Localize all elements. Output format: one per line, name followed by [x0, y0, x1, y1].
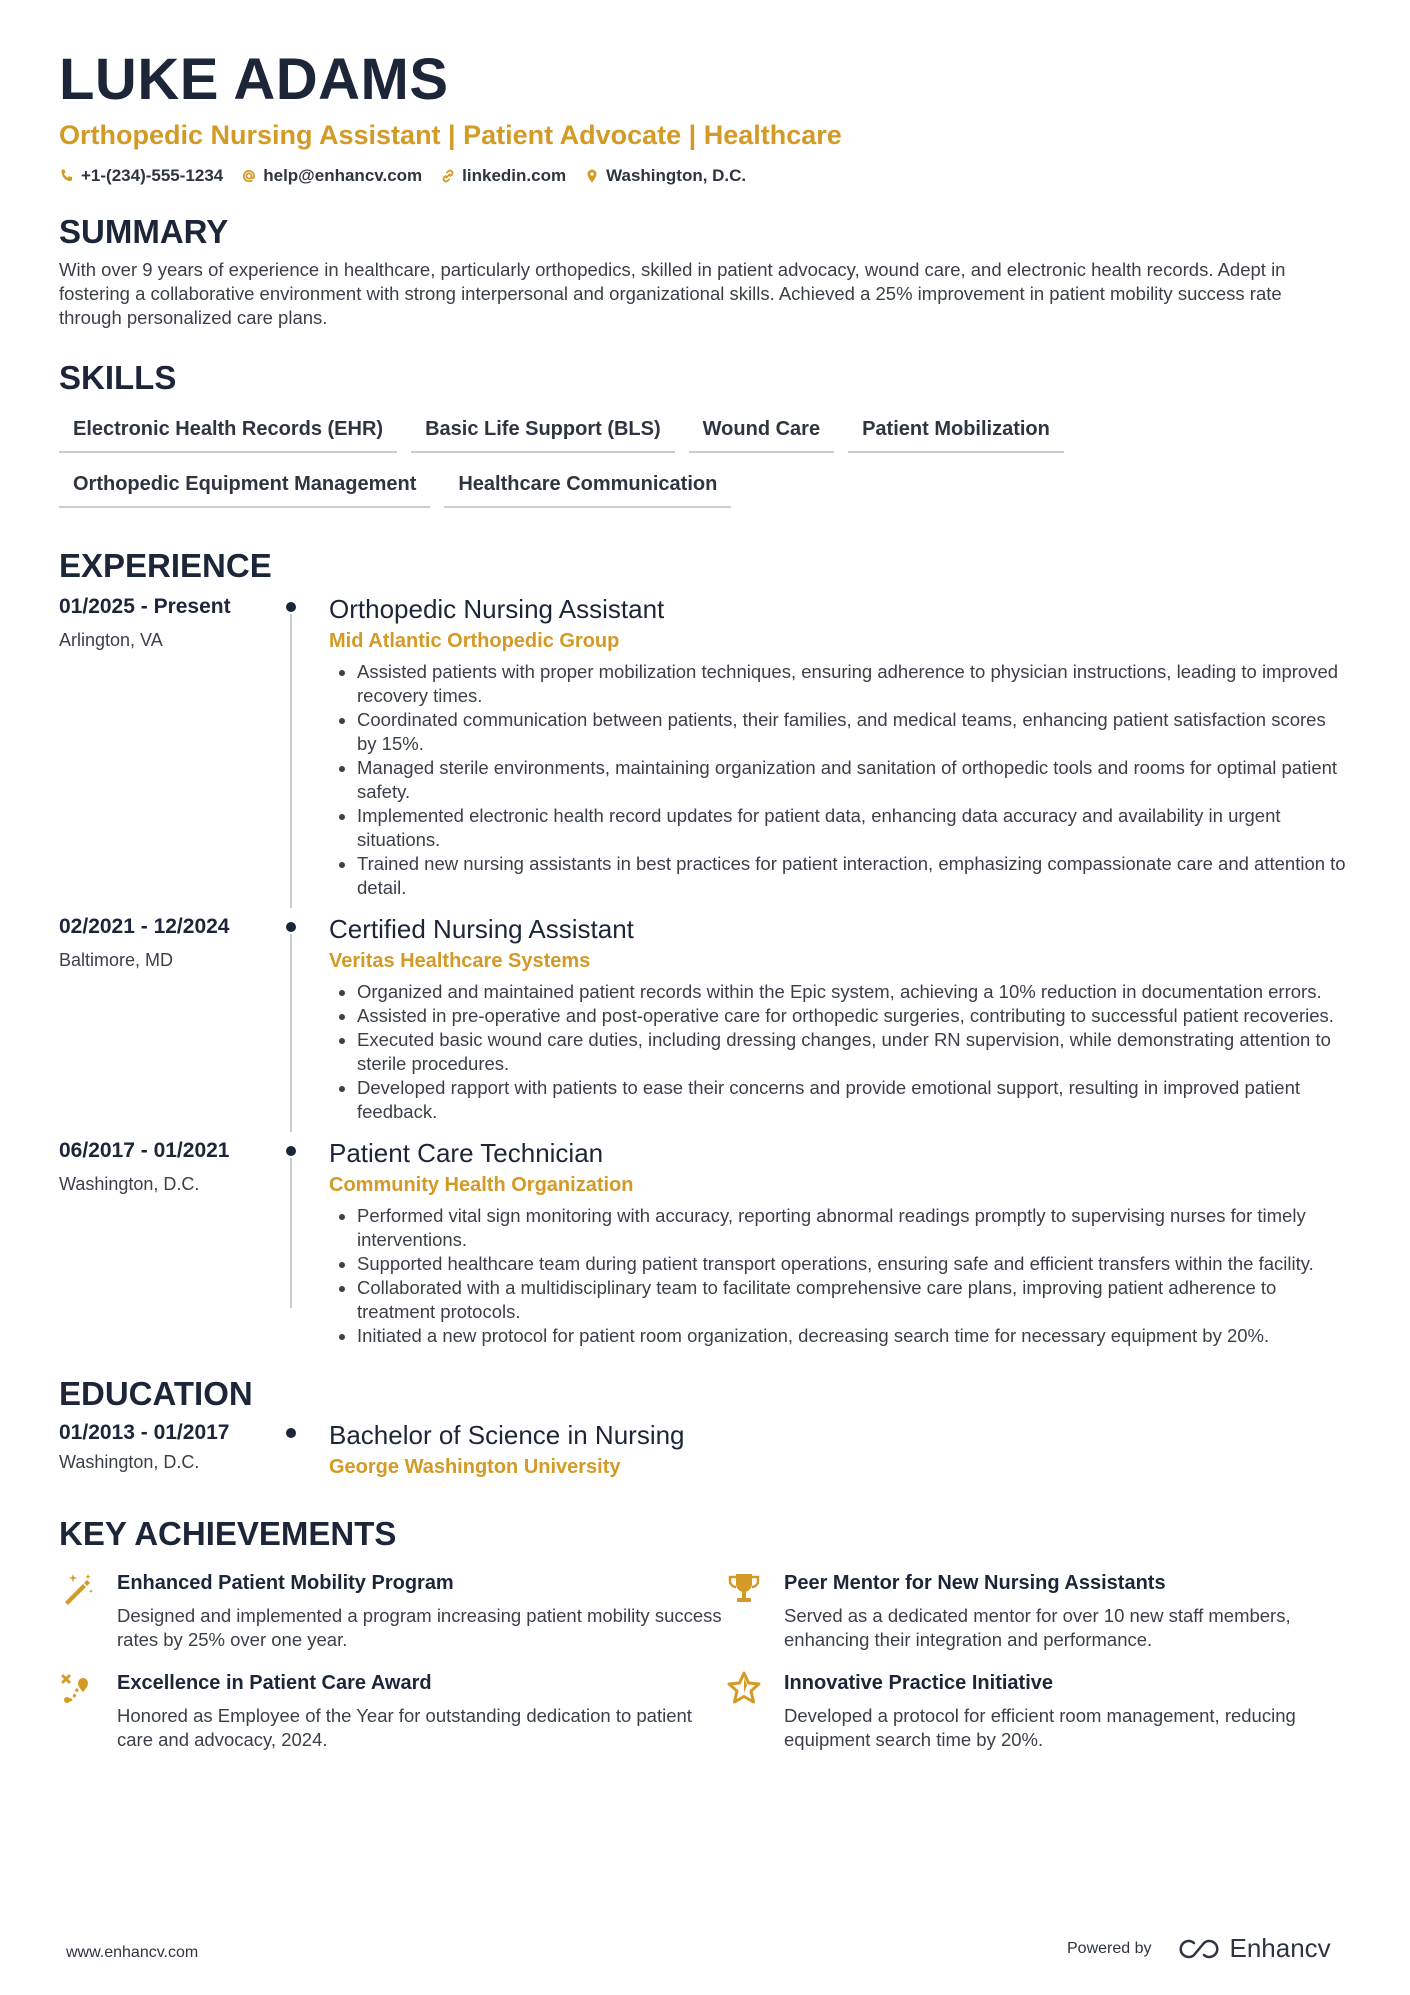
- achievements-section: [59, 1514, 1349, 1752]
- job-title: Orthopedic Nursing Assistant: [329, 594, 665, 624]
- job-bullet: • Organized and maintained patient records within the Epic system, achieving a 10% reduction in documentation errors.: [357, 980, 1349, 1004]
- job-title: Patient Care Technician: [329, 1138, 604, 1168]
- job-dates: 01/2025 - Present: [59, 595, 231, 618]
- job-bullets: [329, 1204, 1349, 1348]
- skills-title: SKILLS: [59, 359, 177, 396]
- job-bullet: • Supported healthcare team during patient transport operations, ensuring safe and efficient transfers within the facility.: [357, 1252, 1349, 1276]
- powered-by-label: Powered by: [1067, 1939, 1152, 1957]
- job-bullet: • Managed sterile environments, maintaining organization and sanitation of orthopedic tools and rooms for optimal patient safety.: [357, 756, 1349, 804]
- skill-tag: Healthcare Communication: [444, 467, 731, 508]
- timeline-marker: [289, 912, 329, 1124]
- brand-logo[interactable]: [1176, 1933, 1331, 1964]
- skill-tag: Patient Mobilization: [848, 412, 1064, 453]
- brand-name: Enhancv: [1229, 1933, 1331, 1963]
- job-bullet: • Assisted patients with proper mobilization techniques, ensuring adherence to physician instructions, leading to improved recovery times.: [357, 660, 1349, 708]
- job-bullet: • Collaborated with a multidisciplinary team to facilitate comprehensive care plans, improving patient adherence to treatment protocols.: [357, 1276, 1349, 1324]
- job-company: Mid Atlantic Orthopedic Group: [329, 630, 620, 652]
- achievement-desc: Developed a protocol for efficient room management, reducing equipment search time by 20%.: [784, 1705, 1296, 1750]
- job-bullet: • Developed rapport with patients to ease their concerns and provide emotional support, resulting in improved patient feedback.: [357, 1076, 1349, 1124]
- achievement-title: Innovative Practice Initiative: [784, 1672, 1053, 1694]
- achievement-title: Enhanced Patient Mobility Program: [117, 1572, 454, 1594]
- skills-list: [59, 412, 1159, 508]
- job-company: Community Health Organization: [329, 1174, 634, 1196]
- education-entry: [59, 1418, 1349, 1480]
- job-bullets: [329, 980, 1349, 1124]
- summary-section: [59, 212, 1349, 330]
- achievement-desc: Honored as Employee of the Year for outstanding dedication to patient care and advocacy, 2024.: [117, 1705, 692, 1750]
- education-section: [59, 1374, 1349, 1480]
- contact-row: [59, 166, 1349, 186]
- skill-tag: Basic Life Support (BLS): [411, 412, 675, 453]
- job-bullet: • Implemented electronic health record updates for patient data, enhancing data accuracy and availability in urgent situations.: [357, 804, 1349, 852]
- at-sign-icon: [241, 168, 257, 184]
- headline: Orthopedic Nursing Assistant | Patient Advocate | Healthcare: [59, 120, 842, 150]
- contact-email[interactable]: [241, 166, 422, 186]
- achievement-item: [726, 1570, 1326, 1652]
- job-location: Baltimore, MD: [59, 950, 174, 970]
- experience-section: [59, 546, 1349, 1348]
- achievement-title: Excellence in Patient Care Award: [117, 1672, 432, 1694]
- achievements-grid: [59, 1570, 1349, 1752]
- linkedin-text: linkedin.com: [462, 166, 567, 185]
- summary-title: SUMMARY: [59, 213, 229, 250]
- skill-tag: Orthopedic Equipment Management: [59, 467, 430, 508]
- footer-website[interactable]: www.enhancv.com: [66, 1944, 199, 1961]
- achievements-title: KEY ACHIEVEMENTS: [59, 1515, 397, 1552]
- school: George Washington University: [329, 1456, 621, 1478]
- timeline-marker: [289, 592, 329, 900]
- job-bullet: • Initiated a new protocol for patient room organization, decreasing search time for necessary equipment by 20%.: [357, 1324, 1349, 1348]
- education-title: EDUCATION: [59, 1375, 253, 1412]
- contact-location: [584, 166, 746, 186]
- trophy-icon: [726, 1570, 762, 1606]
- phone-text: +1-(234)-555-1234: [81, 166, 224, 185]
- skill-tag: Wound Care: [689, 412, 834, 453]
- route-icon: [59, 1670, 95, 1706]
- experience-title: EXPERIENCE: [59, 547, 272, 584]
- education-dates: 01/2013 - 01/2017: [59, 1421, 230, 1444]
- job-location: Arlington, VA: [59, 630, 163, 650]
- summary-text: With over 9 years of experience in healthcare, particularly orthopedics, skilled in patient advocacy, wound care, and electronic health records. Adept in fostering a collaborative environment with strong interpersonal and organizational skills. Achieved a 25% improvement in patient mobility success rate through personalized care plans.: [59, 259, 1286, 328]
- link-icon: [440, 168, 456, 184]
- skill-tag: Electronic Health Records (EHR): [59, 412, 397, 453]
- location-pin-icon: [584, 168, 600, 184]
- candidate-name: LUKE ADAMS: [59, 47, 449, 112]
- achievement-item: [59, 1670, 726, 1752]
- location-text: Washington, D.C.: [606, 166, 747, 185]
- achievement-desc: Designed and implemented a program increasing patient mobility success rates by 25% over one year.: [117, 1605, 722, 1650]
- email-text: help@enhancv.com: [263, 166, 423, 185]
- job-company: Veritas Healthcare Systems: [329, 950, 591, 972]
- timeline-marker: [289, 1418, 329, 1480]
- skills-section: [59, 358, 1349, 508]
- job-bullet: • Executed basic wound care duties, including dressing changes, under RN supervision, while demonstrating attention to sterile procedures.: [357, 1028, 1349, 1076]
- timeline-marker: [289, 1136, 329, 1348]
- star-icon: [726, 1670, 762, 1706]
- achievement-title: Peer Mentor for New Nursing Assistants: [784, 1572, 1166, 1594]
- degree: Bachelor of Science in Nursing: [329, 1420, 685, 1450]
- job-bullet: • Performed vital sign monitoring with accuracy, reporting abnormal readings promptly to supervising nurses for timely interventions.: [357, 1204, 1349, 1252]
- achievement-item: [59, 1570, 726, 1652]
- job-dates: 02/2021 - 12/2024: [59, 915, 230, 938]
- experience-entry: [59, 592, 1349, 900]
- achievement-item: [726, 1670, 1326, 1752]
- enhancv-logo-icon: [1176, 1937, 1222, 1961]
- job-dates: 06/2017 - 01/2021: [59, 1139, 230, 1162]
- job-bullet: • Trained new nursing assistants in best practices for patient interaction, emphasizing compassionate care and attention to detail.: [357, 852, 1349, 900]
- education-location: Washington, D.C.: [59, 1452, 200, 1472]
- phone-icon: [59, 168, 75, 184]
- footer-branding: [1067, 1933, 1331, 1964]
- job-bullet: • Assisted in pre-operative and post-operative care for orthopedic surgeries, contributing to successful patient recoveries.: [357, 1004, 1349, 1028]
- job-location: Washington, D.C.: [59, 1174, 200, 1194]
- resume-page: [59, 48, 1349, 1752]
- experience-entry: [59, 1136, 1349, 1348]
- contact-phone[interactable]: [59, 166, 223, 186]
- achievement-desc: Served as a dedicated mentor for over 10 new staff members, enhancing their integration and performance.: [784, 1605, 1291, 1650]
- contact-linkedin[interactable]: [440, 166, 566, 186]
- job-bullet: • Coordinated communication between patients, their families, and medical teams, enhancing patient satisfaction scores by 15%.: [357, 708, 1349, 756]
- job-title: Certified Nursing Assistant: [329, 914, 634, 944]
- magic-wand-icon: [59, 1570, 95, 1606]
- experience-entry: [59, 912, 1349, 1124]
- job-bullets: [329, 660, 1349, 900]
